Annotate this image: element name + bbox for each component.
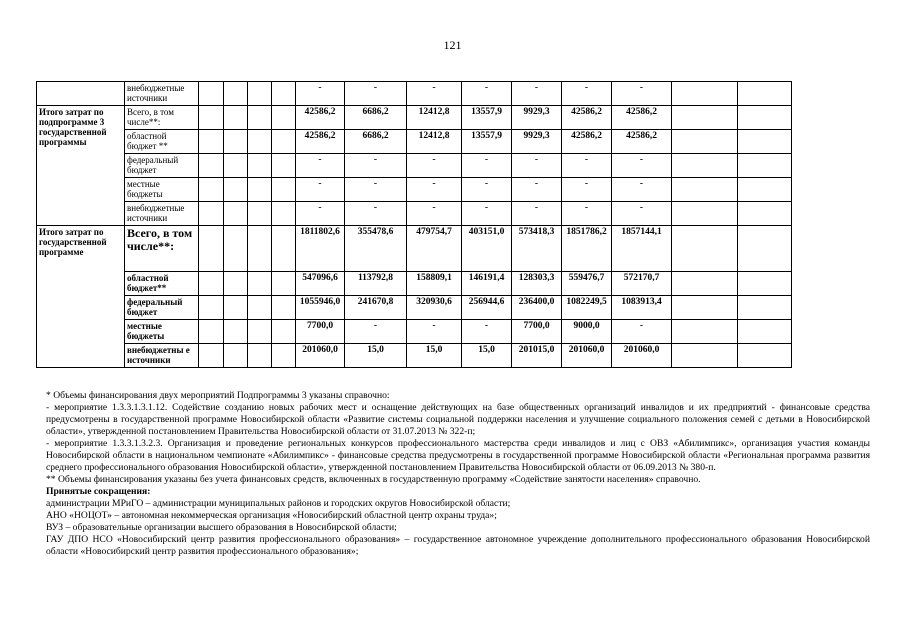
empty-cell [738,296,792,320]
abbreviations-heading: Принятые сокращения: [46,486,151,497]
amount-cell: 1055946,0 [296,296,345,320]
amount-cell: 256944,6 [462,296,512,320]
empty-cell [248,178,272,202]
amount-cell: - [562,202,612,226]
amount-cell: - [512,202,562,226]
empty-cell [738,178,792,202]
amount-cell: - [345,202,407,226]
empty-cell [248,226,272,272]
empty-cell [738,130,792,154]
empty-cell [199,82,224,106]
footnote-double-asterisk: ** Объемы финансирования указаны без учета финансовых средств, включенных в государственную программу «Содействие занятости населения» справочно. [46,474,701,485]
amount-cell: 320930,6 [407,296,462,320]
empty-cell [672,344,738,368]
amount-cell: - [562,154,612,178]
empty-cell [199,344,224,368]
empty-cell [672,320,738,344]
empty-cell [199,226,224,272]
empty-cell [272,106,296,130]
funding-source-cell: внебюджетные источники [125,202,199,226]
amount-cell: 42586,2 [296,106,345,130]
amount-cell: 12412,8 [407,130,462,154]
empty-cell [248,272,272,296]
empty-cell [248,202,272,226]
empty-cell [672,202,738,226]
amount-cell: - [345,178,407,202]
amount-cell: - [462,82,512,106]
amount-cell: - [512,154,562,178]
amount-cell: - [612,154,672,178]
empty-cell [672,178,738,202]
amount-cell: - [296,202,345,226]
funding-source-cell: Всего, в том числе**: [125,226,199,272]
amount-cell: 7700,0 [296,320,345,344]
footnote-asterisk: * Объемы финансирования двух мероприятий Подпрограммы 3 указаны справочно: [46,390,390,401]
amount-cell: - [407,202,462,226]
table-row [37,106,872,130]
amount-cell: 1811802,6 [296,226,345,272]
empty-cell [199,272,224,296]
amount-cell: 201060,0 [612,344,672,368]
empty-cell [248,82,272,106]
amount-cell: 42586,2 [296,130,345,154]
table-row [37,130,872,154]
amount-cell: 241670,8 [345,296,407,320]
amount-cell: 13557,9 [462,106,512,130]
empty-cell [672,82,738,106]
empty-cell [672,226,738,272]
empty-cell [272,178,296,202]
empty-cell [224,296,248,320]
amount-cell: 572170,7 [612,272,672,296]
amount-cell: - [462,320,512,344]
empty-cell [738,154,792,178]
amount-cell: 559476,7 [562,272,612,296]
empty-cell [224,272,248,296]
amount-cell: - [612,82,672,106]
page-number: 121 [443,38,462,52]
amount-cell: 403151,0 [462,226,512,272]
abbreviation-item: АНО «НОЦОТ» – автономная некоммерческая организация «Новосибирский областной центр охраны труда»; [46,510,497,521]
amount-cell: 7700,0 [512,320,562,344]
empty-cell [224,178,248,202]
empty-cell [224,106,248,130]
amount-cell: 42586,2 [612,130,672,154]
empty-cell [248,106,272,130]
amount-cell: - [462,154,512,178]
amount-cell: 9000,0 [562,320,612,344]
empty-cell [738,82,792,106]
empty-cell [738,344,792,368]
amount-cell: 42586,2 [612,106,672,130]
empty-cell [738,320,792,344]
amount-cell: 1851786,2 [562,226,612,272]
amount-cell: 6686,2 [345,130,407,154]
empty-cell [672,106,738,130]
table-row [37,296,872,320]
empty-cell [224,82,248,106]
amount-cell: - [407,82,462,106]
empty-cell [672,130,738,154]
amount-cell: 201060,0 [296,344,345,368]
abbreviation-item: ВУЗ – образовательные организации высшего образования в Новосибирской области; [46,522,397,533]
amount-cell: 12412,8 [407,106,462,130]
amount-cell: 1857144,1 [612,226,672,272]
amount-cell: 573418,3 [512,226,562,272]
empty-cell [224,226,248,272]
empty-cell [738,272,792,296]
amount-cell: 42586,2 [562,106,612,130]
empty-cell [738,202,792,226]
amount-cell: - [612,320,672,344]
amount-cell: 158809,1 [407,272,462,296]
amount-cell: - [407,320,462,344]
empty-cell [272,202,296,226]
empty-cell [272,226,296,272]
empty-cell [199,178,224,202]
table-row [37,82,872,106]
footnote-item-2: - мероприятие 1.3.3.1.3.2.3. Организация и проведение региональных конкурсов профессионального мастерства среди инвалидов и лиц с ОВЗ «Абилимпикс», организация участия команды Новосибирской области в национальном чемпионате «Абилимпикс» - финансовые средства предусмотрены в государственной программе Новосибирской области «Региональная программа развития среднего профессионального образования Новосибирской области», утвержденной постановлением Правительства Новосибирской области от 06.09.2013 № 380-п. [46,438,870,473]
empty-cell [672,296,738,320]
amount-cell: 42586,2 [562,130,612,154]
empty-cell [224,130,248,154]
amount-cell: 9929,3 [512,130,562,154]
budget-table [36,81,872,368]
empty-cell [272,154,296,178]
amount-cell: - [462,178,512,202]
funding-source-cell: федеральный бюджет [125,154,199,178]
empty-cell [738,226,792,272]
amount-cell: 236400,0 [512,296,562,320]
amount-cell: - [407,154,462,178]
funding-source-cell: областной бюджет ** [125,130,199,154]
amount-cell: - [296,154,345,178]
table-row [37,226,872,272]
amount-cell: - [296,82,345,106]
table-row [37,320,872,344]
table-row [37,272,872,296]
abbreviation-item: администрации МРиГО – администрации муниципальных районов и городских округов Новосибирской области; [46,498,511,509]
amount-cell: 479754,7 [407,226,462,272]
amount-cell: - [512,178,562,202]
abbreviation-item: ГАУ ДПО НСО «Новосибирский центр развития профессионального образования» – государственное автономное учреждение дополнительного профессионального образования Новосибирской области «Новосибирский центр развития профессионального образования»; [46,534,870,557]
amount-cell: 15,0 [407,344,462,368]
row-group-caption [37,82,125,106]
footnotes [46,390,870,558]
empty-cell [199,202,224,226]
empty-cell [199,106,224,130]
amount-cell: 9929,3 [512,106,562,130]
amount-cell: - [612,202,672,226]
empty-cell [738,106,792,130]
amount-cell: 128303,3 [512,272,562,296]
amount-cell: 6686,2 [345,106,407,130]
funding-source-cell: Всего, в том числе**: [125,106,199,130]
amount-cell: 15,0 [345,344,407,368]
funding-source-cell: внебюджетны е источники [125,344,199,368]
amount-cell: - [612,178,672,202]
amount-cell: 1083913,4 [612,296,672,320]
empty-cell [272,82,296,106]
amount-cell: 547096,6 [296,272,345,296]
empty-cell [224,154,248,178]
empty-cell [272,272,296,296]
empty-cell [199,296,224,320]
empty-cell [272,344,296,368]
empty-cell [248,130,272,154]
amount-cell: 1082249,5 [562,296,612,320]
table-row [37,344,872,368]
funding-source-cell: местные бюджеты [125,320,199,344]
amount-cell: 201060,0 [562,344,612,368]
empty-cell [224,320,248,344]
table-row [37,154,872,178]
footnote-item-1: - мероприятие 1.3.3.1.3.1.12. Содействие созданию новых рабочих мест и оснащение действующих на базе общественных организаций инвалидов и их предприятий - финансовые средства предусмотрены в государственной программе Новосибирской области «Развитие системы социальной поддержки населения и улучшение социального положения семей с детьми в Новосибирской области», утвержденной постановлением Правительства Новосибирской области от 31.07.2013 № 322-п; [46,402,870,437]
amount-cell: 201015,0 [512,344,562,368]
table-row [37,178,872,202]
empty-cell [224,344,248,368]
empty-cell [272,130,296,154]
funding-source-cell: внебюджетные источники [125,82,199,106]
amount-cell: 13557,9 [462,130,512,154]
empty-cell [199,154,224,178]
empty-cell [199,130,224,154]
amount-cell: - [462,202,512,226]
amount-cell: 355478,6 [345,226,407,272]
funding-source-cell: местные бюджеты [125,178,199,202]
amount-cell: 146191,4 [462,272,512,296]
amount-cell: - [296,178,345,202]
empty-cell [248,344,272,368]
amount-cell: 15,0 [462,344,512,368]
empty-cell [272,296,296,320]
empty-cell [672,272,738,296]
empty-cell [248,320,272,344]
funding-source-cell: федеральный бюджет [125,296,199,320]
empty-cell [248,296,272,320]
amount-cell: 113792,8 [345,272,407,296]
amount-cell: - [512,82,562,106]
row-group-caption: Итого затрат по государственной программе [37,226,125,368]
empty-cell [272,320,296,344]
amount-cell: - [345,82,407,106]
empty-cell [199,320,224,344]
amount-cell: - [562,82,612,106]
amount-cell: - [562,178,612,202]
amount-cell: - [407,178,462,202]
amount-cell: - [345,320,407,344]
funding-source-cell: областной бюджет** [125,272,199,296]
table-row [37,202,872,226]
row-group-caption: Итого затрат по подпрограмме 3 государственной программы [37,106,125,226]
empty-cell [672,154,738,178]
empty-cell [248,154,272,178]
amount-cell: - [345,154,407,178]
empty-cell [224,202,248,226]
